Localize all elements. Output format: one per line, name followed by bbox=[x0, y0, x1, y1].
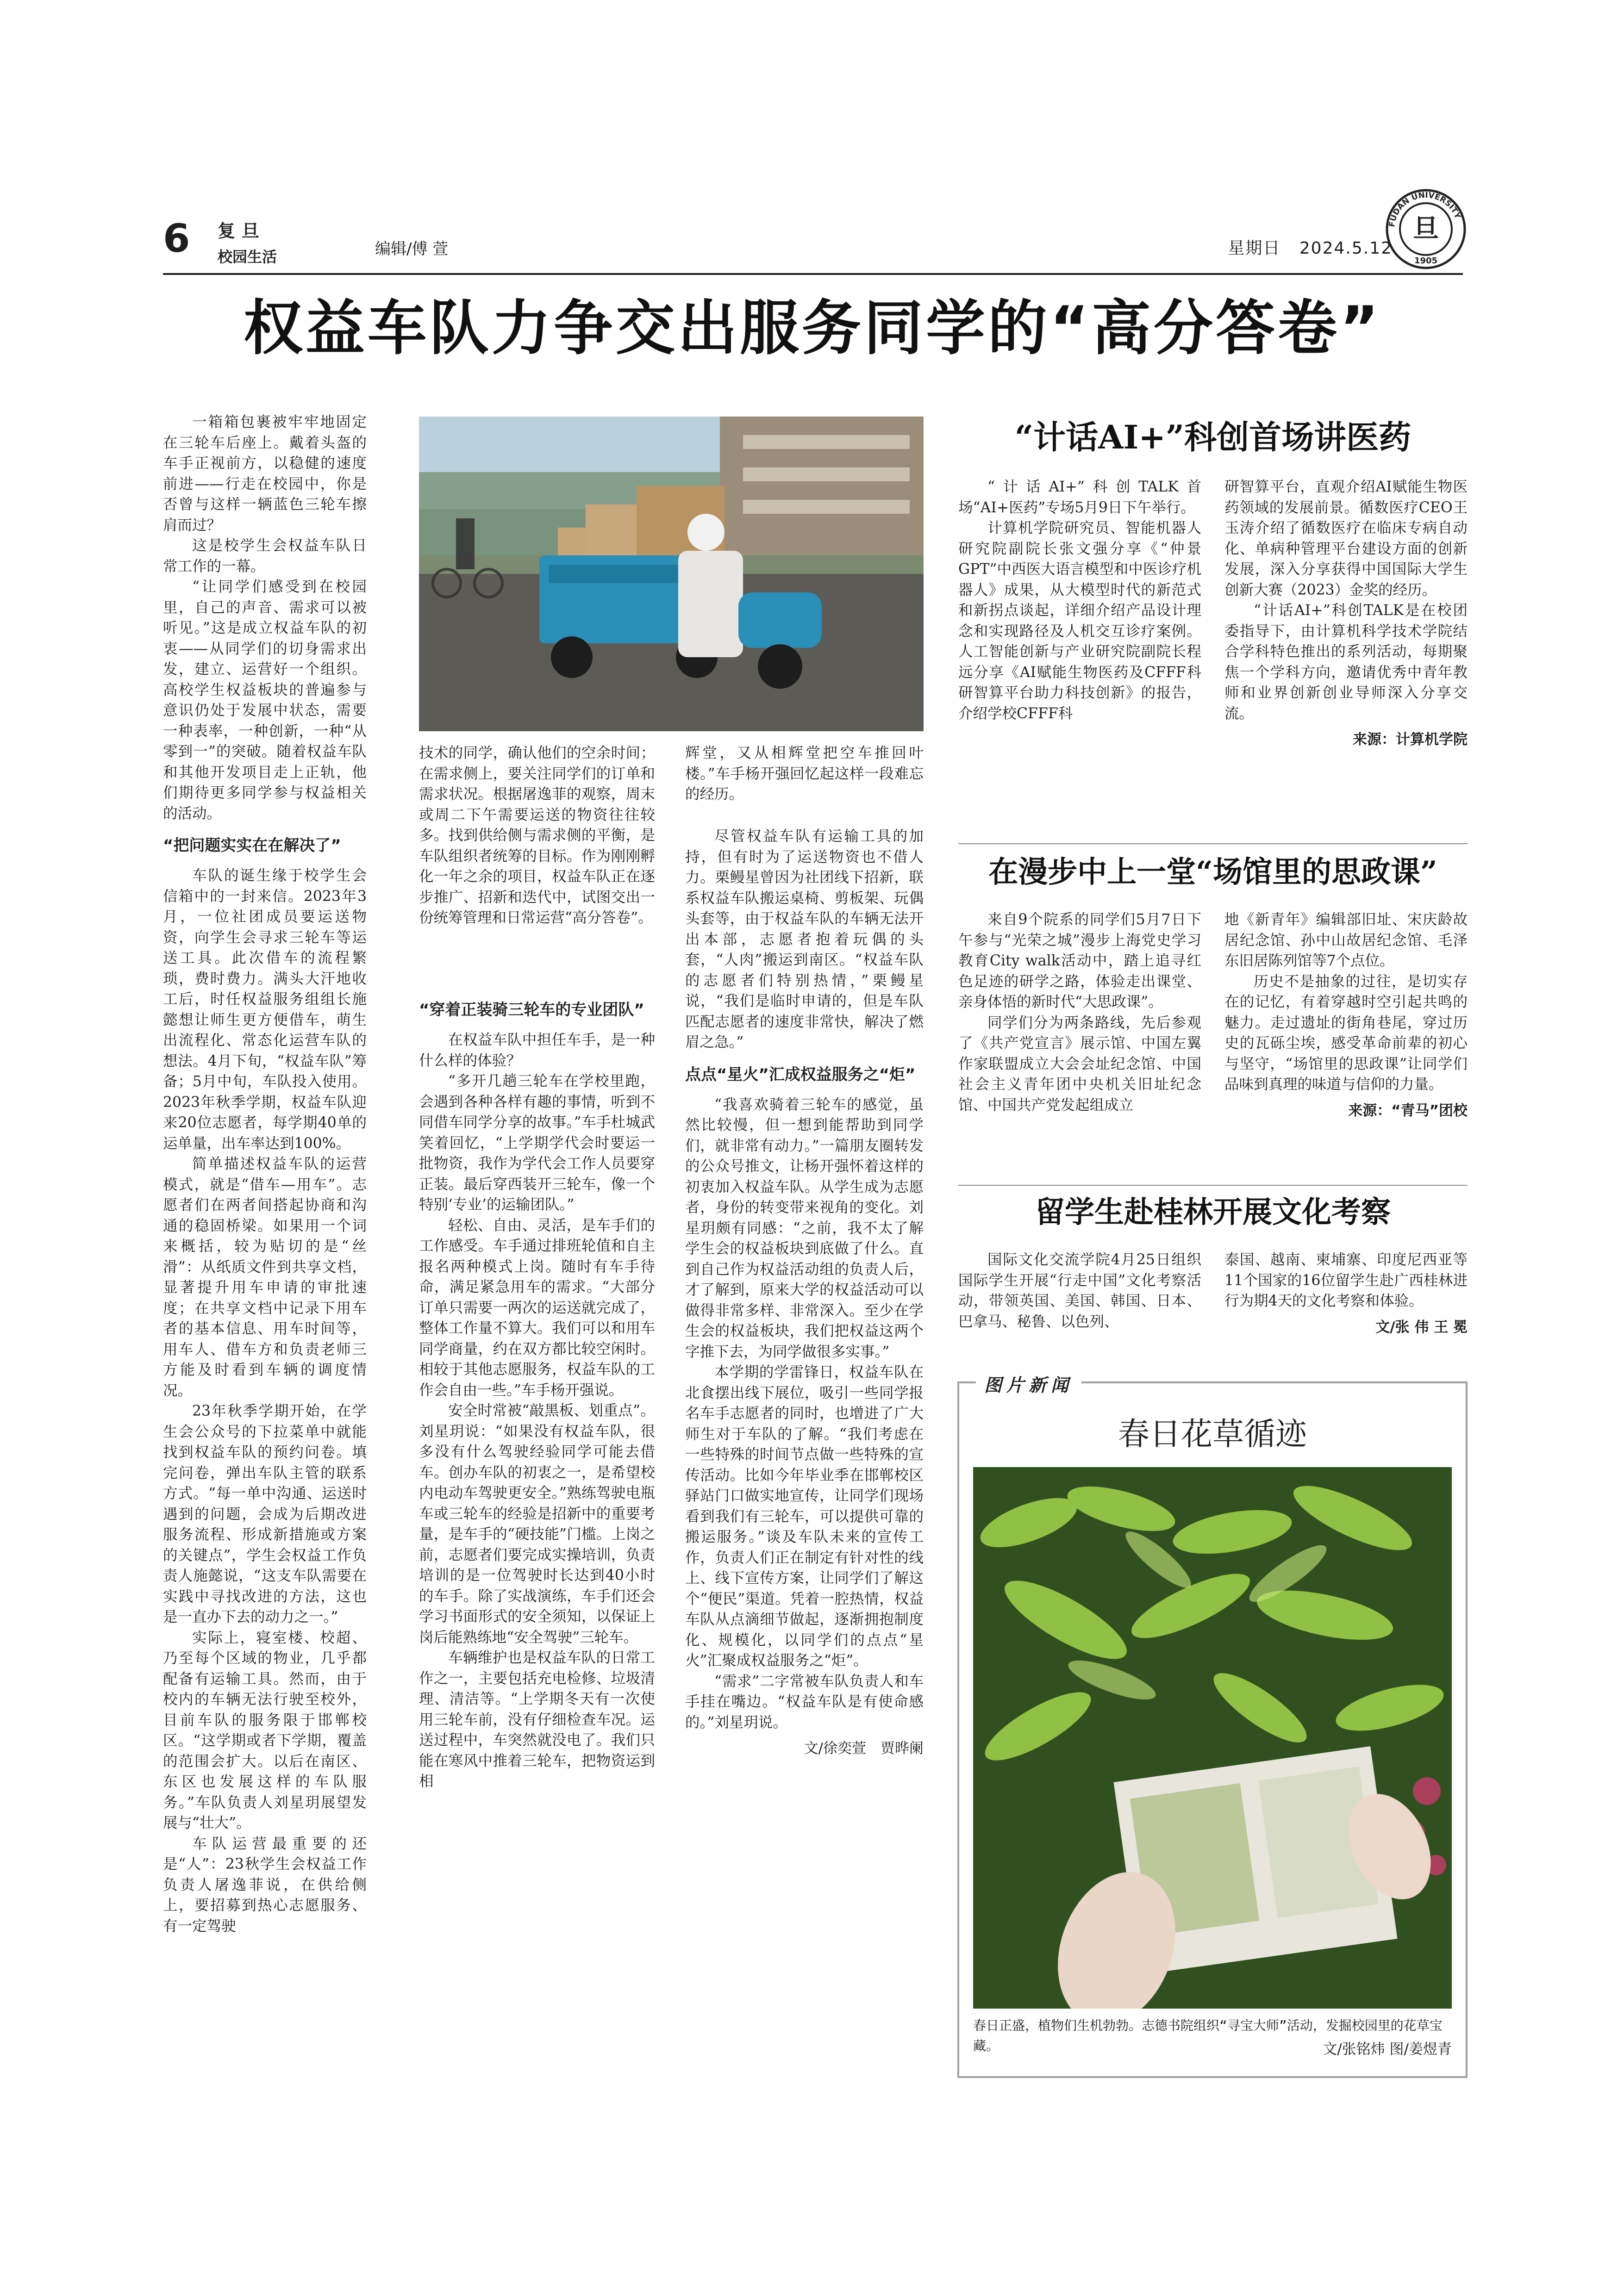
source-credit: 来源：“青马”团校 bbox=[1348, 1102, 1468, 1119]
paragraph: 研智算平台，直观介绍AI赋能生物医药领域的发展前景。循数医疗CEO王玉涛介绍了循数医疗在临床专病自动化、单病种管理平台建设方面的创新发展，深入分享获得中国国际大学生创新大赛（2023）金奖的经历。 bbox=[1224, 479, 1468, 598]
tricycle-photo bbox=[419, 417, 924, 731]
ai-article-title: “计话AI+”科创首场讲医药 bbox=[1014, 418, 1412, 456]
paragraph: 计算机学院研究员、智能机器人研究院副院长张文强分享《“仲景GPT”中西医大语言模型和中医诊疗机器人》成果，从大模型时代的新范式和新拐点谈起，详细介绍产品设计理念和实现路径及人机交互诊疗案例。人工智能创新与产业研究院副院长程远分享《AI赋能生物医药及CFFF科研智算平台助力科技创新》的报告，介绍学校CFFF科 bbox=[958, 520, 1201, 722]
column-2a-top bbox=[419, 743, 655, 928]
guilin-article-column-b bbox=[1224, 1250, 1468, 1338]
paragraph: 车队的诞生缘于校学生会信箱中的一封来信。2023年3月，一位社团成员要运送物资，向学生会寻求三轮车等运送工具。此次借车的流程繁琐，费时费力。满头大汗地收工后，时任权益服务组组长施懿想让师生更方便借车，萌生出流程化、常态化运营车队的想法。4月下旬，“权益车队”筹备；5月中旬，车队投入使用。2023年秋季学期，权益车队迎来20位志愿者，每学期40单的运单量，出车率达到100%。 bbox=[163, 867, 367, 1152]
divider bbox=[958, 1185, 1468, 1186]
paragraph: 尽管权益车队有运输工具的加持，但有时为了运送物资也不借人力。栗鳗星曾因为社团线下招新，联系权益车队搬运桌椅、剪板架、玩偶头套等，由于权益车队的车辆无法开出本部，志愿者抱着玩偶的头套，“人肉”搬运到南区。“权益车队的志愿者们特别热情，”栗鳗星说，“我们是临时申请的，但是车队匹配志愿者的速度非常快，解决了燃眉之急。” bbox=[685, 828, 924, 1051]
paper-name: 复旦 bbox=[218, 220, 266, 241]
byline: 文/张 伟 王 冕 bbox=[1375, 1319, 1468, 1336]
paragraph: 历史不是抽象的过往，是切实存在的记忆，有着穿越时空引起共鸣的魅力。走过遗址的街角巷尾，穿过历史的瓦砾尘埃，感受革命前辈的初心与坚守，“场馆里的思政课”让同学们品味到真理的味道与信仰的力量。 bbox=[1224, 973, 1468, 1093]
paragraph: 地《新青年》编辑部旧址、宋庆龄故居纪念馆、孙中山故居纪念馆、毛泽东旧居陈列馆等7个点位。 bbox=[1224, 911, 1468, 969]
section-name: 校园生活 bbox=[218, 248, 277, 266]
paragraph: 辉堂，又从相辉堂把空车推回叶楼。”车手杨开强回忆起这样一段难忘的经历。 bbox=[685, 745, 924, 803]
paragraph: “我喜欢骑着三轮车的感觉，虽然比较慢，但一想到能帮助到同学们，就非常有动力。”一篇朋友圈转发的公众号推文，让杨开强怀着这样的初衷加入权益车队。从学生成为志愿者，身份的转变带来视角的变化。刘星玥颇有同感：“之前，我不太了解学生会的权益板块到底做了什么。直到自己作为权益活动组的负责人后，才了解到，原来大学的权益活动可以做得非常多样、非常深入。至少在学生会的权益板块，我们把权益这两个字推下去，为同学做很多实事。” bbox=[685, 1096, 924, 1360]
paragraph: 本学期的学雷锋日，权益车队在北食摆出线下展位，吸引一些同学报名车手志愿者的同时，也增进了广大师生对于车队的了解。“我们考虑在一些特殊的时间节点做一些特殊的宣传活动。比如今年毕业季在邯郸校区驿站门口做实地宣传，让同学们现场看到我们有三轮车，可以提供可靠的搬运服务。”谈及车队未来的宣传工作，负责人们正在制定有针对性的线上、线下宣传方案，让同学们了解这个“便民”渠道。凭着一腔热情，权益车队从点滴细节做起，逐渐拥抱制度化、规模化，以同学们的点点“星火”汇聚成权益服务之“炬”。 bbox=[685, 1364, 924, 1669]
main-article-column-2b bbox=[685, 826, 924, 1759]
divider bbox=[958, 843, 1468, 844]
paragraph: 这是校学生会权益车队日常工作的一幕。 bbox=[163, 537, 367, 575]
paragraph: 安全时常被“敲黑板、划重点”。刘星玥说：“如果没有权益车队，很多没有什么驾驶经验同学可能去借车。创办车队的初衷之一，是希望校内电动车驾驶更安全。”熟练驾驶电瓶车或三轮车的经验是招新中的重要考量，是车手的“硬技能”门槛。上岗之前，志愿者们要完成实操培训，负责培训的是一位驾驶时长达到40小时的车手。除了实战演练，车手们还会学习书面形式的安全须知，以保证上岗后能熟练地“安全驾驶”三轮车。 bbox=[419, 1402, 655, 1646]
main-headline: 权益车队力争交出服务同学的“高分答卷” bbox=[243, 294, 1382, 363]
paragraph: “需求”二字常被车队负责人和车手挂在嘴边。“权益车队是有使命感的。”刘星玥说。 bbox=[685, 1673, 924, 1731]
svg-text:FUDAN UNIVERSITY: FUDAN UNIVERSITY bbox=[1387, 190, 1462, 228]
main-article-column-1 bbox=[163, 412, 367, 1936]
maple-leaves-photo bbox=[973, 1467, 1452, 2009]
guilin-article-column-a bbox=[958, 1250, 1201, 1332]
university-seal-logo bbox=[1384, 187, 1468, 271]
paragraph: 技术的同学，确认他们的空余时间；在需求侧上，要关注同学们的订单和需求状况。根据屠逸菲的观察，周末或周二下午需要运送的物资往往较多。找到供给侧与需求侧的平衡，是车队组织者统筹的目标。作为刚刚孵化一年之余的项目，权益车队正在逐步推广、招新和迭代中，试图交出一份统筹管理和日常运营“高分答卷”。 bbox=[419, 745, 655, 926]
issue-date bbox=[1228, 235, 1393, 259]
subheading: 点点“星火”汇成权益服务之“炬” bbox=[685, 1065, 916, 1084]
header-rule bbox=[163, 273, 1463, 275]
main-article-column-2a bbox=[419, 988, 655, 1792]
editor-credit: 编辑/傅 萱 bbox=[375, 240, 449, 258]
paragraph: 实际上，寝室楼、校超、乃至每个区域的物业，几乎都配备有运输工具。然而，由于校内的车辆无法行驶至校外，目前车队的服务限于邯郸校区。“这学期或者下学期，覆盖的范围会扩大。以后在南区、东区也发展这样的车队服务。”车队负责人刘星玥展望发展与“壮大”。 bbox=[163, 1629, 367, 1831]
paragraph: 轻松、自由、灵活，是车手们的工作感受。车手通过排班轮值和自主报名两种模式上岗。随时有车手待命，满足紧急用车的需求。“大部分订单只需要一两次的运送就完成了，整体工作量不算大。我们可以和用车同学商量，约在双方都比较空闲时。相较于其他志愿服务，权益车队的工作会自由一些。”车手杨开强说。 bbox=[419, 1217, 655, 1399]
museum-article-title: 在漫步中上一堂“场馆里的思政课” bbox=[988, 855, 1437, 890]
paragraph: 简单描述权益车队的运营模式，就是“借车—用车”。志愿者们在两者间搭起协商和沟通的稳固桥梁。如果用一个词来概括，较为贴切的是“丝滑”：从纸质文件到共享文档，显著提升用车申请的审批速度；在共享文档中记录下用车者的基本信息、用车时间等，用车人、借车方和负责老师三方能及时看到车辆的调度情况。 bbox=[163, 1156, 367, 1399]
museum-article-column-a bbox=[958, 909, 1201, 1115]
byline: 文/徐奕萱 贾晔阑 bbox=[804, 1740, 924, 1757]
paragraph: 一箱箱包裹被牢牢地固定在三轮车后座上。戴着头盔的车手正视前方，以稳健的速度前进——行走在校园中，你是否曾与这样一辆蓝色三轮车擦肩而过？ bbox=[163, 414, 367, 534]
paragraph: 来自9个院系的同学们5月7日下午参与“光荣之城”漫步上海党史学习教育City walk活动中，踏上追寻红色足迹的研学之路，体验走出课堂、亲身体悟的新时代“大思政课”。 bbox=[958, 911, 1201, 1010]
photo-news-byline: 文/张铭炜 图/姜煜青 bbox=[1323, 2041, 1452, 2058]
weekday: 星期日 bbox=[1228, 239, 1281, 258]
seal-year: 1905 bbox=[1414, 256, 1438, 266]
subheading: “把问题实实在在解决了” bbox=[163, 836, 341, 855]
date: 2024.5.12 bbox=[1299, 239, 1393, 258]
paragraph: 车队运营最重要的还是“人”：23秋学生会权益工作负责人屠逸菲说，在供给侧上，要招募到热心志愿服务、有一定驾驶 bbox=[163, 1835, 367, 1935]
guilin-article-title: 留学生赴桂林开展文化考察 bbox=[1035, 1195, 1391, 1230]
photo-news-title: 春日花草循迹 bbox=[1118, 1416, 1307, 1453]
ai-article-column-b bbox=[1224, 477, 1468, 750]
photo-news-label: 图片新闻 bbox=[976, 1371, 1081, 1396]
subheading: “穿着正装骑三轮车的专业团队” bbox=[419, 1001, 644, 1019]
paragraph: 国际文化交流学院4月25日组织国际学生开展“行走中国”文化考察活动，带领英国、美国、韩国、日本、巴拿马、秘鲁、以色列、 bbox=[958, 1251, 1201, 1330]
paragraph: “计话AI+”科创TALK首场“AI+医药”专场5月9日下午举行。 bbox=[958, 479, 1201, 516]
paragraph: “多开几趟三轮车在学校里跑，会遇到各种各样有趣的事情，听到不同借车同学分享的故事。”车手杜城武笑着回忆，“上学期学代会时要运一批物资，我作为学代会工作人员要穿正装。最后穿西装开三轮车，像一个特别‘专业’的运输团队。” bbox=[419, 1073, 655, 1213]
paragraph: 同学们分为两条路线，先后参观了《共产党宣言》展示馆、中国左翼作家联盟成立大会会址纪念馆、中国社会主义青年团中央机关旧址纪念馆、中国共产党发起组成立 bbox=[958, 1014, 1201, 1114]
museum-article-column-b bbox=[1224, 909, 1468, 1121]
seal-char: 旦 bbox=[1413, 213, 1439, 244]
page-number: 6 bbox=[163, 216, 190, 261]
photo-news-caption: 春日正盛，植物们生机勃勃。志德书院组织“寻宝大师”活动，发掘校园里的花草宝藏。 bbox=[973, 2018, 1443, 2053]
paragraph: “计话AI+”科创TALK是在校团委指导下，由计算机科学技术学院结合学科特色推出的系列活动，每期聚焦一个学科方向，邀请优秀中青年教师和业界创新创业导师深入分享交流。 bbox=[1224, 602, 1468, 722]
paragraph: 23年秋季学期开始，在学生会公众号的下拉菜单中就能找到权益车队的预约问卷。填完问卷，弹出车队主管的联系方式。“每一单中沟通、运送时遇到的问题，会成为后期改进服务流程、形成新措施或方案的关键点”，学生会权益工作负责人施懿说，“这支车队需要在实践中寻找改进的方法，这也是一直办下去的动力之一。” bbox=[163, 1403, 367, 1625]
column-2b-top bbox=[685, 743, 924, 805]
paragraph: “让同学们感受到在校园里，自己的声音、需求可以被听见。”这是成立权益车队的初衷——从同学们的切身需求出发，建立、运营好一个组织。高校学生权益板块的普遍参与意识仍处于发展中状态，需要一种表率，一种创新，一种“从零到一”的突破。随着权益车队和其他开发项目走上正轨，他们期待更多同学参与权益相关的活动。 bbox=[163, 579, 367, 822]
paragraph: 在权益车队中担任车手，是一种什么样的体验？ bbox=[419, 1032, 655, 1069]
paragraph: 泰国、越南、柬埔寨、印度尼西亚等11个国家的16位留学生赴广西桂林进行为期4天的文化考察和体验。 bbox=[1224, 1251, 1468, 1309]
source-credit: 来源：计算机学院 bbox=[1353, 731, 1468, 748]
ai-article-column-a bbox=[958, 477, 1201, 724]
paragraph: 车辆维护也是权益车队的日常工作之一，主要包括充电检修、垃圾清理、清洁等。“上学期冬天有一次使用三轮车前，没有仔细检查车况。运送过程中，车突然就没电了。我们只能在寒风中推着三轮车，把物资运到相 bbox=[419, 1649, 655, 1790]
